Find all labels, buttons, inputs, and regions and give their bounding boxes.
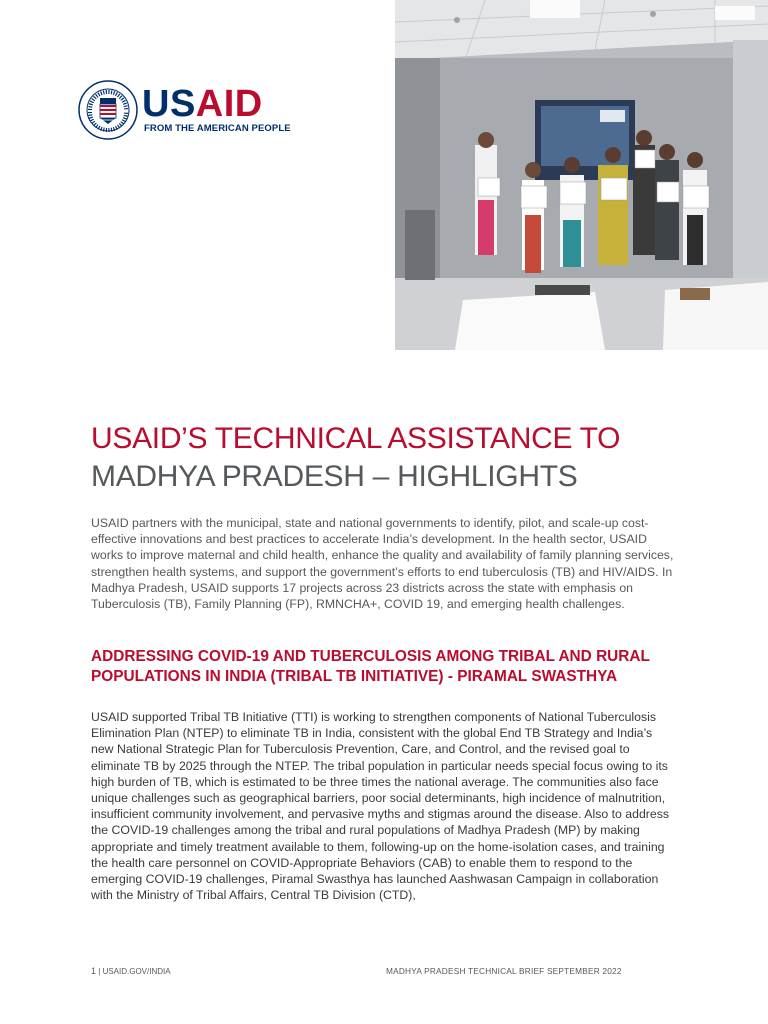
usaid-logo bbox=[78, 80, 291, 142]
page-title bbox=[91, 420, 731, 496]
footer-site-link[interactable]: USAID.GOV/INDIA bbox=[102, 967, 171, 976]
page-title-line1: USAID’S TECHNICAL ASSISTANCE TO bbox=[91, 422, 621, 455]
page-number: 1 bbox=[91, 966, 97, 976]
usaid-seal-icon bbox=[78, 80, 138, 140]
intro-paragraph: USAID partners with the municipal, state and national governments to identify, pilot, and scale-up cost-effective innovations and best practices to accelerate India’s development. In the health sector, USAID works to improve maternal and child health, enhance the quality and availability of family planning services, strengthen health systems, and support the government’s efforts to end tuberculosis (TB) and HIV/AIDS. In Madhya Pradesh, USAID supports 17 projects across 23 districts across the state with emphasis on Tuberculosis (TB), Family Planning (FP), RMNCHA+, COVID 19, and emerging health challenges. bbox=[91, 516, 674, 612]
footer-separator: | bbox=[98, 967, 101, 976]
usaid-wordmark: USAID bbox=[142, 83, 263, 125]
footer-brief-title: MADHYA PRADESH TECHNICAL BRIEF SEPTEMBER 2022 bbox=[386, 966, 622, 976]
section-heading: ADDRESSING COVID-19 AND TUBERCULOSIS AMONG TRIBAL AND RURAL POPULATIONS IN INDIA (TRIBAL TB INITIATIVE) - PIRAMAL SWASTHYA bbox=[91, 648, 650, 685]
section-body: USAID supported Tribal TB Initiative (TTI) is working to strengthen components of National Tuberculosis Elimination Plan (NTEP) to eliminate TB in India, consistent with the global End TB Strategy and India’s new National Strategic Plan for Tuberculosis Prevention, Care, and Control, and the revised goal to eliminate TB by 2025 through the NTEP. The tribal population in particular needs special focus owing to its high burden of TB, which is estimated to be three times the national average. The communities also face unique challenges such as geographical barriers, poor social determinants, high incidence of malnutrition, insufficient community involvement, and pervasive myths and stigmas around the disease. Also to address the COVID-19 challenges among the tribal and rural populations of Madhya Pradesh (MP) by making appropriate and timely treatment available to them, following-up on the home-isolation cases, and training the health care personnel on COVID-Appropriate Behaviors (CAB) to enable them to respond to the emerging COVID-19 challenges, Piramal Swasthya has launched Aashwasan Campaign in collaboration with the Ministry of Tribal Affairs, Central TB Division (CTD), bbox=[91, 710, 670, 903]
logo-tagline: FROM THE AMERICAN PEOPLE bbox=[144, 123, 291, 134]
group-photo bbox=[395, 0, 768, 350]
group-photo-image bbox=[395, 0, 768, 350]
page-title-line2: MADHYA PRADESH – HIGHLIGHTS bbox=[91, 460, 578, 493]
footer-left bbox=[91, 966, 171, 976]
